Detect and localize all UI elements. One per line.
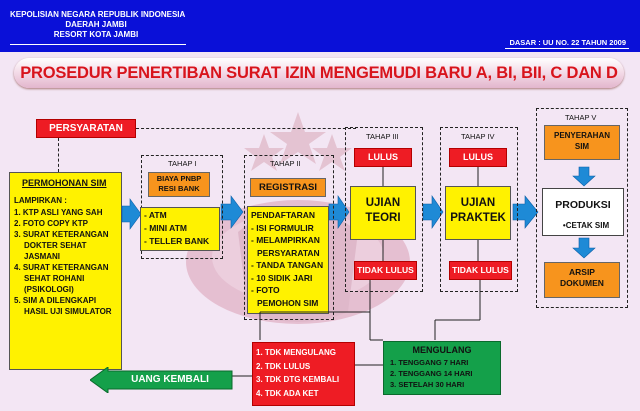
mengulang-list xyxy=(390,357,473,390)
payment-method: - TELLER BANK xyxy=(144,236,210,246)
bullet-icon: • xyxy=(562,221,566,230)
registration-step: - 10 SIDIK JARI xyxy=(251,272,313,283)
persyaratan-label: PERSYARATAN xyxy=(36,119,136,138)
failure-item: 3. TDK DTG KEMBALI xyxy=(256,375,340,384)
registration-step: PERSYARATAN xyxy=(257,247,320,258)
failure-item: 4. TDK ADA KET xyxy=(256,388,319,398)
lampiran-label: LAMPIRKAN : xyxy=(14,196,67,205)
failure-item: 1. TDK MENGULANG xyxy=(256,348,336,357)
ujian-teori-line: TEORI xyxy=(365,212,401,224)
tidak-lulus-3-box: TIDAK LULUS xyxy=(354,261,417,280)
requirement-item: HASIL UJI SIMULATOR xyxy=(24,307,112,316)
lulus-4-box: LULUS xyxy=(449,148,507,167)
registrasi-label: REGISTRASI xyxy=(258,182,318,193)
registration-step: PEMOHON SIM xyxy=(257,297,319,308)
arsip-line: DOKUMEN xyxy=(560,278,604,288)
mengulang-title: MENGULANG xyxy=(412,345,472,355)
tahap-4-label: TAHAP IV xyxy=(461,132,495,141)
tahap-2-label: TAHAP II xyxy=(270,159,301,168)
requirement-item: SEHAT ROHANI xyxy=(24,274,85,283)
payment-method: - MINI ATM xyxy=(144,223,187,233)
registration-step: PENDAFTARAN xyxy=(251,210,316,220)
tahap-1-label: TAHAP I xyxy=(168,159,197,168)
registration-step: - FOTO xyxy=(251,285,280,295)
biaya-line: BIAYA PNBP xyxy=(156,174,202,183)
permohonan-title: PERMOHONAN SIM xyxy=(22,178,107,188)
ujian-praktek-line: PRAKTEK xyxy=(450,212,506,224)
requirement-item: 3. SURAT KETERANGAN xyxy=(14,230,109,239)
produksi-label: PRODUKSI xyxy=(555,199,611,211)
tahap-5-label: TAHAP V xyxy=(565,113,597,122)
requirement-item: 5. SIM A DILENGKAPI xyxy=(14,296,97,305)
uang-kembali-label: UANG KEMBALI xyxy=(131,374,209,385)
payment-method: - ATM xyxy=(144,210,167,220)
registration-step: - MELAMPIRKAN xyxy=(251,235,320,245)
failure-list xyxy=(256,346,339,400)
tahap-3-label: TAHAP III xyxy=(366,132,399,141)
org-line-2: DAERAH JAMBI xyxy=(65,20,127,29)
requirement-item: (PSIKOLOGI) xyxy=(24,285,74,294)
legal-basis: DASAR : UU NO. 22 TAHUN 2009 xyxy=(509,38,626,47)
cetak-sim-label: CETAK SIM xyxy=(565,221,610,230)
biaya-line: RESI BANK xyxy=(158,184,200,193)
mengulang-item: 1. TENGGANG 7 HARI xyxy=(390,358,469,367)
org-line-1: KEPOLISIAN NEGARA REPUBLIK INDONESIA xyxy=(10,10,186,19)
penyerahan-line: SIM xyxy=(574,142,590,151)
page-title: PROSEDUR PENERTIBAN SURAT IZIN MENGEMUDI BARU A, BI, BII, C DAN D xyxy=(20,64,618,82)
failure-item: 2. TDK LULUS xyxy=(256,361,311,371)
requirement-item: 1. KTP ASLI YANG SAH xyxy=(14,208,103,217)
ujian-teori-line: UJIAN xyxy=(365,197,401,209)
ujian-praktek-line: UJIAN xyxy=(460,197,496,209)
requirement-item: 2. FOTO COPY KTP xyxy=(14,219,88,228)
mengulang-item: 2. TENGGANG 14 HARI xyxy=(390,369,473,378)
penyerahan-line: PENYERAHAN xyxy=(553,131,610,140)
tidak-lulus-4-box: TIDAK LULUS xyxy=(449,261,512,280)
requirement-item: JASMANI xyxy=(24,252,61,261)
registration-step: - TANDA TANGAN xyxy=(251,260,324,270)
arsip-line: ARSIP xyxy=(569,267,595,277)
registration-step: - ISI FORMULIR xyxy=(251,222,314,233)
lulus-3-box: LULUS xyxy=(354,148,412,167)
mengulang-item: 3. SETELAH 30 HARI xyxy=(390,380,465,389)
requirement-item: 4. SURAT KETERANGAN xyxy=(14,263,109,272)
requirement-item: DOKTER SEHAT xyxy=(24,241,87,250)
org-line-3: RESORT KOTA JAMBI xyxy=(53,30,139,39)
